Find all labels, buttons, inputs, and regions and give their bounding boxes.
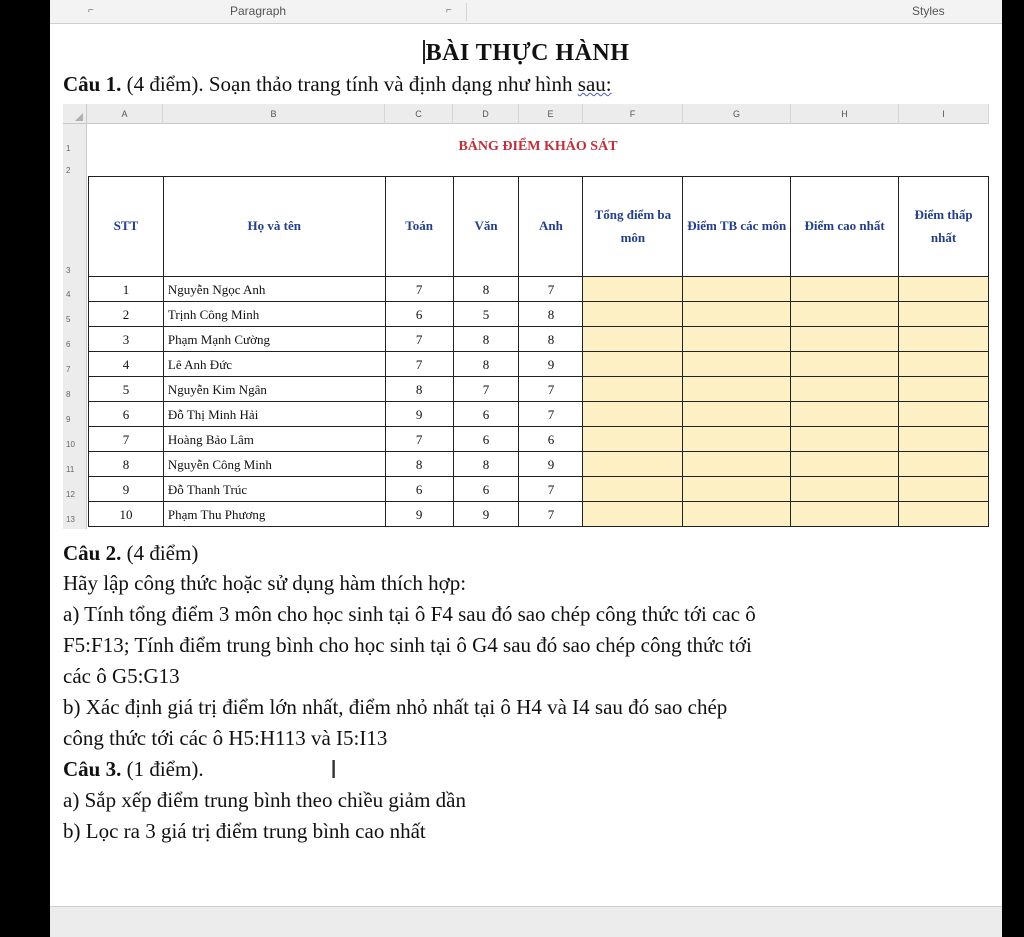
cell-max <box>791 377 899 402</box>
spelling-marked-word[interactable]: sau: <box>577 72 612 96</box>
cell-min <box>899 477 989 502</box>
cell-average <box>683 427 791 452</box>
table-row <box>89 452 989 477</box>
column-header-a: A <box>87 104 163 124</box>
cell-literature: 8 <box>453 327 519 352</box>
cell-max <box>791 452 899 477</box>
cell-min <box>899 502 989 527</box>
column-header-d: D <box>453 104 519 124</box>
cell-name: Trịnh Công Minh <box>163 302 385 327</box>
cell-min <box>899 352 989 377</box>
table-row <box>89 327 989 352</box>
cell-literature: 8 <box>453 277 519 302</box>
cell-stt: 2 <box>89 302 164 327</box>
cell-math: 8 <box>385 377 453 402</box>
cell-min <box>899 302 989 327</box>
cell-average <box>683 327 791 352</box>
cell-math: 9 <box>385 402 453 427</box>
row-header: 6 <box>66 340 71 349</box>
cell-english: 7 <box>519 277 583 302</box>
cell-literature: 8 <box>453 452 519 477</box>
cell-literature: 8 <box>453 352 519 377</box>
cell-total <box>583 352 683 377</box>
cell-min <box>899 402 989 427</box>
header-stt: STT <box>89 177 164 277</box>
cell-stt: 7 <box>89 427 164 452</box>
row-header: 3 <box>66 266 71 275</box>
cell-min <box>899 452 989 477</box>
row-header: 5 <box>66 315 71 324</box>
cell-english: 7 <box>519 502 583 527</box>
column-header-bar <box>63 104 989 124</box>
cell-total <box>583 402 683 427</box>
question-2-intro: Hãy lập công thức hoặc sử dụng hàm thích hợp: <box>63 571 467 595</box>
status-strip <box>50 906 1002 937</box>
column-header-b: B <box>163 104 385 124</box>
cell-literature: 6 <box>453 427 519 452</box>
cell-literature: 6 <box>453 402 519 427</box>
cell-max <box>791 477 899 502</box>
column-header-e: E <box>519 104 583 124</box>
cell-math: 6 <box>385 302 453 327</box>
table-row <box>89 352 989 377</box>
cell-name: Nguyễn Kim Ngân <box>163 377 385 402</box>
cell-max <box>791 402 899 427</box>
cell-literature: 7 <box>453 377 519 402</box>
cell-name: Nguyễn Công Minh <box>163 452 385 477</box>
question-2-heading: Câu 2. (4 điểm) <box>63 541 199 565</box>
paragraph-group-label: Paragraph <box>230 4 287 18</box>
cell-average <box>683 352 791 377</box>
header-total: Tổng điểm ba môn <box>583 177 683 277</box>
text-cursor <box>423 40 425 64</box>
document-title: BÀI THỰC HÀNH <box>50 40 1002 67</box>
question-3a: a) Sắp xếp điểm trung bình theo chiều giảm dần <box>63 788 466 812</box>
sheet-title: BẢNG ĐIỂM KHẢO SÁT <box>458 139 618 154</box>
cell-math: 7 <box>385 427 453 452</box>
row-header: 1 <box>66 144 71 153</box>
cell-literature: 5 <box>453 302 519 327</box>
cell-name: Hoàng Bảo Lâm <box>163 427 385 452</box>
cell-stt: 5 <box>89 377 164 402</box>
cell-average <box>683 377 791 402</box>
header-max: Điểm cao nhất <box>791 177 899 277</box>
mouse-ibeam-cursor-icon: I <box>330 754 338 784</box>
cell-total <box>583 377 683 402</box>
table-row <box>89 377 989 402</box>
column-header-i: I <box>899 104 989 124</box>
question-3-heading: Câu 3. (1 điểm). <box>63 757 204 781</box>
cell-total <box>583 427 683 452</box>
cell-min <box>899 327 989 352</box>
dialog-launcher-icon[interactable]: ⌐ <box>88 5 94 16</box>
spreadsheet-image <box>63 104 989 529</box>
paragraph-launcher-icon[interactable]: ⌐ <box>446 5 452 16</box>
cell-total <box>583 477 683 502</box>
row-header: 7 <box>66 365 71 374</box>
header-min: Điểm thấp nhất <box>899 177 989 277</box>
score-table <box>88 176 989 527</box>
cell-stt: 3 <box>89 327 164 352</box>
cell-name: Phạm Thu Phương <box>163 502 385 527</box>
select-all-corner <box>63 104 87 124</box>
cell-min <box>899 377 989 402</box>
cell-max <box>791 277 899 302</box>
cell-math: 7 <box>385 327 453 352</box>
row-header: 13 <box>66 515 75 524</box>
cell-english: 7 <box>519 377 583 402</box>
cell-literature: 9 <box>453 502 519 527</box>
cell-math: 7 <box>385 352 453 377</box>
cell-total <box>583 277 683 302</box>
question-2b-line-2: công thức tới các ô H5:H113 và I5:I13 <box>63 726 388 750</box>
cell-english: 8 <box>519 302 583 327</box>
header-math: Toán <box>385 177 453 277</box>
cell-name: Đỗ Thanh Trúc <box>163 477 385 502</box>
column-header-c: C <box>385 104 453 124</box>
cell-english: 8 <box>519 327 583 352</box>
cell-average <box>683 302 791 327</box>
cell-math: 9 <box>385 502 453 527</box>
table-row <box>89 277 989 302</box>
header-average: Điểm TB các môn <box>683 177 791 277</box>
table-row <box>89 402 989 427</box>
cell-math: 7 <box>385 277 453 302</box>
cell-total <box>583 502 683 527</box>
cell-name: Nguyễn Ngọc Anh <box>163 277 385 302</box>
row-header: 8 <box>66 390 71 399</box>
cell-math: 6 <box>385 477 453 502</box>
row-header: 10 <box>66 440 75 449</box>
cell-stt: 9 <box>89 477 164 502</box>
cell-total <box>583 327 683 352</box>
cell-english: 6 <box>519 427 583 452</box>
cell-math: 8 <box>385 452 453 477</box>
ribbon-separator <box>466 3 467 21</box>
question-2a-line-1: a) Tính tổng điểm 3 môn cho học sinh tại ô F4 sau đó sao chép công thức tới cac ô <box>63 602 756 626</box>
row-header: 2 <box>66 166 71 175</box>
ribbon-group-strip <box>50 0 1002 24</box>
question-2b-line-1: b) Xác định giá trị điểm lớn nhất, điểm nhỏ nhất tại ô H4 và I4 sau đó sao chép <box>63 695 728 719</box>
cell-stt: 1 <box>89 277 164 302</box>
row-header: 9 <box>66 415 71 424</box>
cell-total <box>583 452 683 477</box>
row-header-bar <box>63 124 87 529</box>
cell-english: 7 <box>519 477 583 502</box>
table-row <box>89 502 989 527</box>
cell-average <box>683 502 791 527</box>
cell-literature: 6 <box>453 477 519 502</box>
question-2a-line-3: các ô G5:G13 <box>63 664 180 688</box>
row-header: 12 <box>66 490 75 499</box>
header-english: Anh <box>519 177 583 277</box>
column-header-g: G <box>683 104 791 124</box>
cell-max <box>791 427 899 452</box>
question-1: Câu 1. (4 điểm). Soạn thảo trang tính và định dạng như hình sau: <box>63 72 612 96</box>
cell-name: Lê Anh Đức <box>163 352 385 377</box>
column-header-f: F <box>583 104 683 124</box>
cell-stt: 4 <box>89 352 164 377</box>
cell-max <box>791 327 899 352</box>
row-header: 11 <box>66 465 75 474</box>
document-page[interactable] <box>50 24 1002 906</box>
styles-group-label: Styles <box>912 4 945 18</box>
header-literature: Văn <box>453 177 519 277</box>
question-3b: b) Lọc ra 3 giá trị điểm trung bình cao nhất <box>63 819 426 843</box>
cell-average <box>683 452 791 477</box>
column-header-h: H <box>791 104 899 124</box>
header-name: Họ và tên <box>163 177 385 277</box>
cell-stt: 8 <box>89 452 164 477</box>
cell-min <box>899 427 989 452</box>
table-row <box>89 427 989 452</box>
cell-max <box>791 302 899 327</box>
cell-total <box>583 302 683 327</box>
cell-max <box>791 352 899 377</box>
cell-name: Phạm Mạnh Cường <box>163 327 385 352</box>
cell-average <box>683 477 791 502</box>
cell-english: 7 <box>519 402 583 427</box>
cell-average <box>683 277 791 302</box>
question-2a-line-2: F5:F13; Tính điểm trung bình cho học sinh tại ô G4 sau đó sao chép công thức tới <box>63 633 752 657</box>
table-row <box>89 302 989 327</box>
cell-stt: 10 <box>89 502 164 527</box>
cell-stt: 6 <box>89 402 164 427</box>
cell-name: Đỗ Thị Minh Hải <box>163 402 385 427</box>
row-header: 4 <box>66 290 71 299</box>
cell-max <box>791 502 899 527</box>
cell-min <box>899 277 989 302</box>
cell-english: 9 <box>519 352 583 377</box>
cell-english: 9 <box>519 452 583 477</box>
cell-average <box>683 402 791 427</box>
table-row <box>89 477 989 502</box>
